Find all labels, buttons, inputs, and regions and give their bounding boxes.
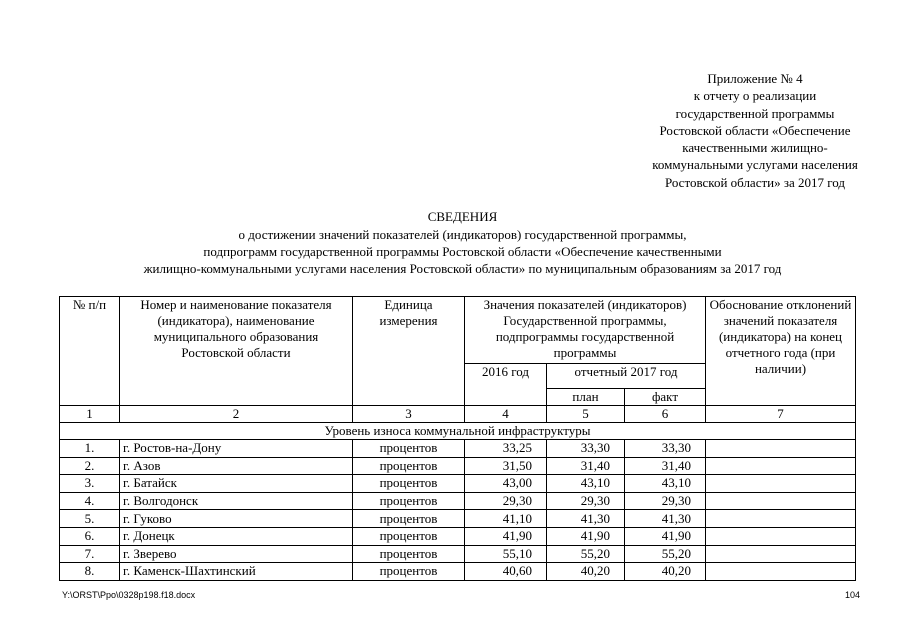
table-row bbox=[60, 527, 856, 545]
appendix-line: к отчету о реализации bbox=[693, 88, 817, 104]
row-municipality: г. Ростов-на-Дону bbox=[120, 440, 353, 458]
indicators-table bbox=[59, 296, 856, 581]
col-number: 6 bbox=[625, 406, 706, 423]
header-reason: Обоснование отклонений значений показателя (индикатора) на конец отчетного года (при наличии) bbox=[706, 297, 856, 406]
row-unit: процентов bbox=[353, 457, 465, 475]
row-value-plan: 33,30 bbox=[547, 440, 625, 458]
row-value-plan: 43,10 bbox=[547, 475, 625, 493]
row-value-2016: 31,50 bbox=[465, 457, 547, 475]
table-row bbox=[60, 563, 856, 581]
row-municipality: г. Азов bbox=[120, 457, 353, 475]
row-municipality: г. Зверево bbox=[120, 545, 353, 563]
col-number: 7 bbox=[706, 406, 856, 423]
row-number: 5. bbox=[60, 510, 120, 528]
row-value-2016: 55,10 bbox=[465, 545, 547, 563]
row-unit: процентов bbox=[353, 440, 465, 458]
column-number-row bbox=[60, 406, 856, 423]
header-plan: план bbox=[547, 389, 625, 406]
row-reason bbox=[706, 492, 856, 510]
row-unit: процентов bbox=[353, 475, 465, 493]
table-row bbox=[60, 440, 856, 458]
row-value-2016: 40,60 bbox=[465, 563, 547, 581]
row-value-2016: 41,10 bbox=[465, 510, 547, 528]
row-value-fact: 41,30 bbox=[625, 510, 706, 528]
row-number: 1. bbox=[60, 440, 120, 458]
header-2016: 2016 год bbox=[465, 364, 547, 406]
row-value-fact: 31,40 bbox=[625, 457, 706, 475]
row-value-2016: 33,25 bbox=[465, 440, 547, 458]
subtitle-line: подпрограмм государственной программы Ростовской области «Обеспечение качественными bbox=[203, 244, 722, 259]
row-value-plan: 41,30 bbox=[547, 510, 625, 528]
table-row bbox=[60, 492, 856, 510]
row-value-2016: 29,30 bbox=[465, 492, 547, 510]
row-reason bbox=[706, 510, 856, 528]
row-value-fact: 33,30 bbox=[625, 440, 706, 458]
appendix-line: государственной программы bbox=[675, 105, 835, 121]
header-values: Значения показателей (индикаторов) Государственной программы, подпрограммы государственной программы bbox=[465, 297, 706, 364]
table-row bbox=[60, 510, 856, 528]
data-rows bbox=[60, 440, 856, 581]
col-number: 1 bbox=[60, 406, 120, 423]
report-title: СВЕДЕНИЯ bbox=[427, 209, 498, 224]
row-municipality: г. Волгодонск bbox=[120, 492, 353, 510]
row-number: 4. bbox=[60, 492, 120, 510]
header-row bbox=[60, 297, 856, 364]
subtitle-line: жилищно-коммунальными услугами населения Ростовской области» по муниципальным образованиям за 2017 год bbox=[143, 261, 782, 276]
col-number: 2 bbox=[120, 406, 353, 423]
table-row bbox=[60, 545, 856, 563]
section-title: Уровень износа коммунальной инфраструктуры bbox=[60, 423, 856, 440]
row-municipality: г. Гуково bbox=[120, 510, 353, 528]
appendix-line: качественными жилищно- bbox=[682, 140, 828, 156]
table-row bbox=[60, 457, 856, 475]
appendix-line: Ростовской области» за 2017 год bbox=[664, 174, 846, 190]
row-number: 7. bbox=[60, 545, 120, 563]
col-number: 3 bbox=[353, 406, 465, 423]
appendix-line: коммунальными услугами населения bbox=[652, 157, 858, 173]
section-row bbox=[60, 423, 856, 440]
row-value-plan: 40,20 bbox=[547, 563, 625, 581]
row-unit: процентов bbox=[353, 492, 465, 510]
row-municipality: г. Каменск-Шахтинский bbox=[120, 563, 353, 581]
row-value-fact: 43,10 bbox=[625, 475, 706, 493]
footer-page-number: 104 bbox=[845, 590, 861, 600]
row-value-plan: 41,90 bbox=[547, 527, 625, 545]
row-value-fact: 55,20 bbox=[625, 545, 706, 563]
row-value-fact: 29,30 bbox=[625, 492, 706, 510]
row-municipality: г. Батайск bbox=[120, 475, 353, 493]
header-fact: факт bbox=[625, 389, 706, 406]
row-value-plan: 31,40 bbox=[547, 457, 625, 475]
row-reason bbox=[706, 527, 856, 545]
row-value-plan: 29,30 bbox=[547, 492, 625, 510]
row-number: 8. bbox=[60, 563, 120, 581]
row-reason bbox=[706, 545, 856, 563]
subtitle-line: о достижении значений показателей (индикаторов) государственной программы, bbox=[238, 227, 687, 242]
col-number: 4 bbox=[465, 406, 547, 423]
appendix-block bbox=[600, 70, 905, 191]
row-value-fact: 41,90 bbox=[625, 527, 706, 545]
header-num: № п/п bbox=[60, 297, 120, 406]
row-number: 2. bbox=[60, 457, 120, 475]
row-municipality: г. Донецк bbox=[120, 527, 353, 545]
row-value-plan: 55,20 bbox=[547, 545, 625, 563]
row-number: 3. bbox=[60, 475, 120, 493]
header-reporting: отчетный 2017 год bbox=[547, 364, 706, 389]
row-value-fact: 40,20 bbox=[625, 563, 706, 581]
col-number: 5 bbox=[547, 406, 625, 423]
row-value-2016: 43,00 bbox=[465, 475, 547, 493]
row-unit: процентов bbox=[353, 510, 465, 528]
footer-file-path: Y:\ORST\Ppo\0328p198.f18.docx bbox=[62, 590, 196, 600]
header-unit: Единица измерения bbox=[353, 297, 465, 406]
row-unit: процентов bbox=[353, 545, 465, 563]
row-value-2016: 41,90 bbox=[465, 527, 547, 545]
appendix-line: Ростовской области «Обеспечение bbox=[659, 122, 851, 138]
row-unit: процентов bbox=[353, 527, 465, 545]
header-name: Номер и наименование показателя (индикатора), наименование муниципального образования Ростовской области bbox=[120, 297, 353, 406]
report-subtitle bbox=[0, 226, 905, 277]
row-reason bbox=[706, 440, 856, 458]
row-number: 6. bbox=[60, 527, 120, 545]
row-reason bbox=[706, 457, 856, 475]
row-unit: процентов bbox=[353, 563, 465, 581]
row-reason bbox=[706, 475, 856, 493]
appendix-line: Приложение № 4 bbox=[707, 71, 803, 86]
table-row bbox=[60, 475, 856, 493]
row-reason bbox=[706, 563, 856, 581]
